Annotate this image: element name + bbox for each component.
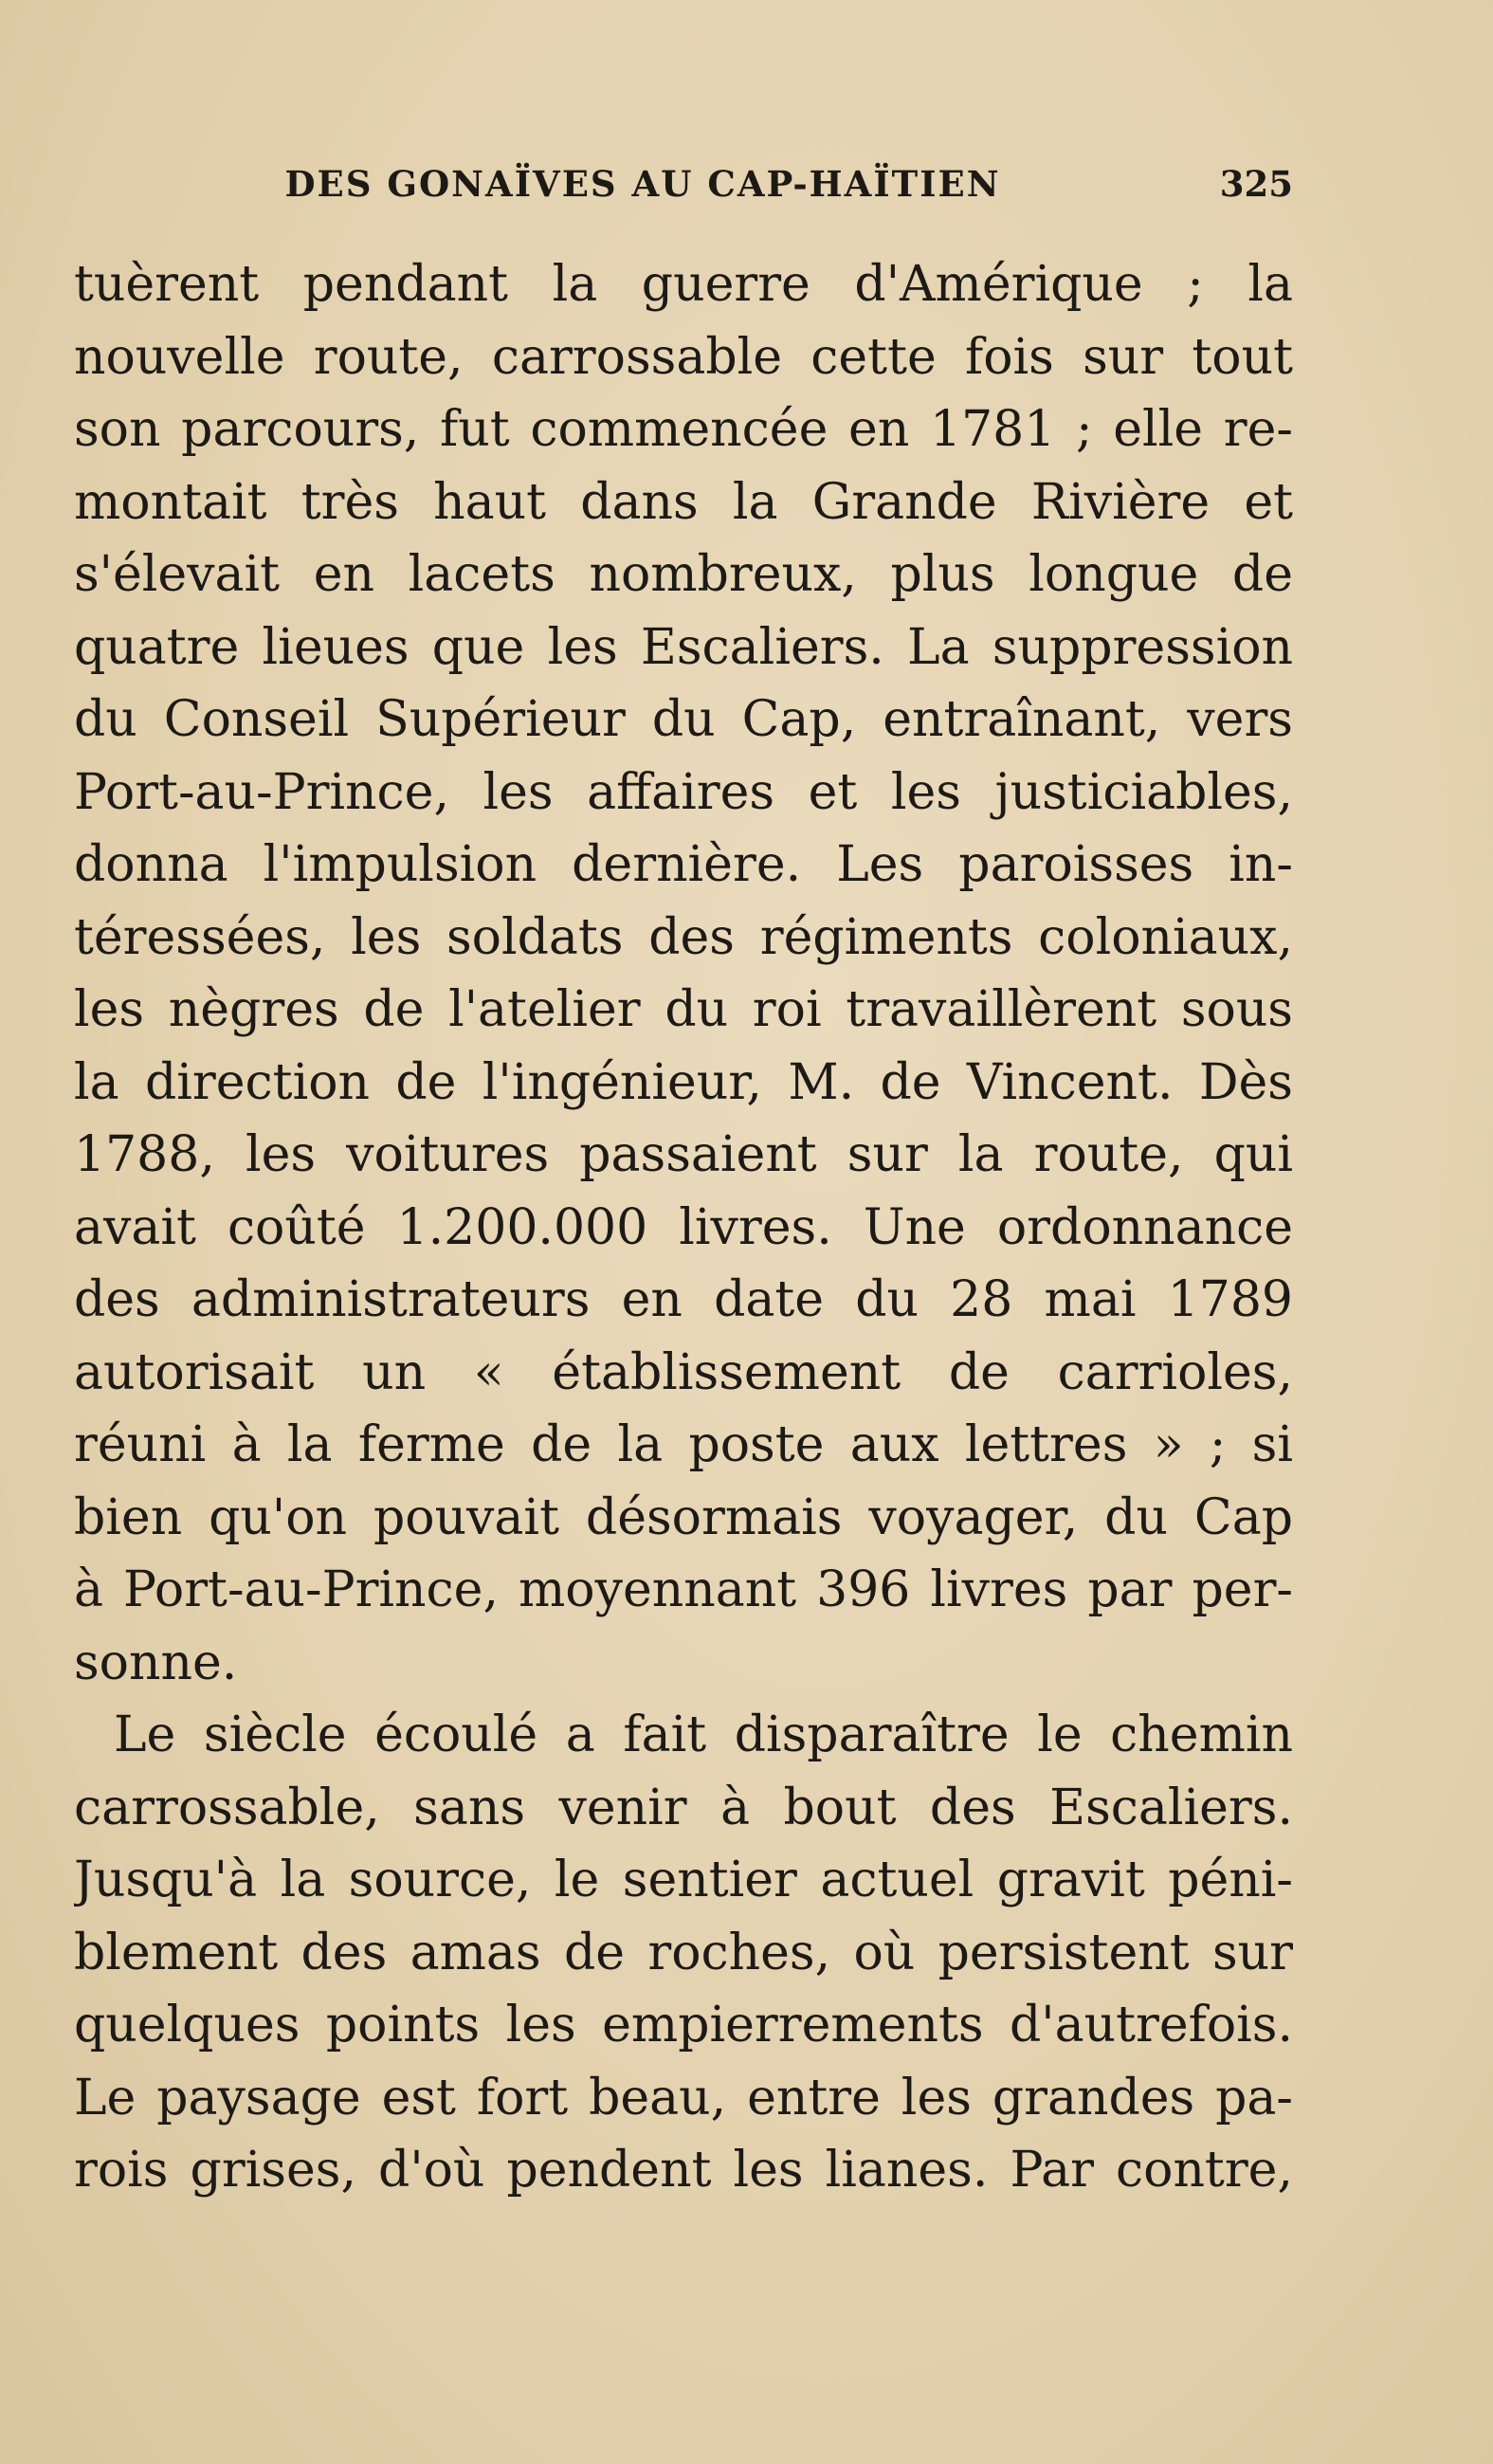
text-line: carrossable, sans venir à bout des Escaliers. xyxy=(74,1779,1293,1836)
text-line: montait très haut dans la Grande Rivière et xyxy=(74,473,1293,531)
text-line: réuni à la ferme de la poste aux lettres » ; si xyxy=(74,1416,1293,1473)
text-line: des administrateurs en date du 28 mai 1789 xyxy=(74,1271,1293,1328)
text-line: quatre lieues que les Escaliers. La suppression xyxy=(74,618,1293,676)
text-line: autorisait un « établissement de carrioles, xyxy=(74,1343,1293,1401)
text-line: les nègres de l'atelier du roi travaillèrent sous xyxy=(74,981,1293,1038)
page-number: 325 xyxy=(1219,163,1293,205)
text-line: son parcours, fut commencée en 1781 ; elle re- xyxy=(74,401,1293,458)
text-line: du Conseil Supérieur du Cap, entraînant, vers xyxy=(74,691,1293,748)
text-line: rois grises, d'où pendent les lianes. Par contre, xyxy=(74,2142,1293,2199)
text-line: nouvelle route, carrossable cette fois sur tout xyxy=(74,328,1293,386)
body-text xyxy=(74,248,1293,2207)
text-line: sonne. xyxy=(74,1634,238,1691)
text-line: blement des amas de roches, où persistent sur xyxy=(74,1924,1293,1981)
text-line: donna l'impulsion dernière. Les paroisses in- xyxy=(74,836,1293,893)
running-title: DES GONAÏVES AU CAP-HAÏTIEN xyxy=(284,163,1001,205)
text-line: téressées, les soldats des régiments coloniaux, xyxy=(74,908,1293,966)
text-line: la direction de l'ingénieur, M. de Vincent. Dès xyxy=(74,1053,1293,1111)
text-line: avait coûté 1.200.000 livres. Une ordonnance xyxy=(74,1198,1293,1256)
text-line: Le siècle écoulé a fait disparaître le chemin xyxy=(114,1707,1293,1763)
text-line: 1788, les voitures passaient sur la route, qui xyxy=(74,1126,1293,1183)
text-line: à Port-au-Prince, moyennant 396 livres par per- xyxy=(74,1561,1293,1618)
text-line: Port-au-Prince, les affaires et les justiciables, xyxy=(74,763,1293,821)
text-line: Le paysage est fort beau, entre les grandes pa- xyxy=(74,2069,1293,2126)
running-head xyxy=(74,163,1293,210)
text-line: bien qu'on pouvait désormais voyager, du Cap xyxy=(74,1488,1293,1546)
text-line: tuèrent pendant la guerre d'Amérique ; la xyxy=(74,256,1293,313)
text-line: Jusqu'à la source, le sentier actuel gravit péni- xyxy=(74,1852,1293,1908)
text-line: quelques points les empierrements d'autrefois. xyxy=(74,1997,1293,2053)
text-line: s'élevait en lacets nombreux, plus longue de xyxy=(74,546,1293,603)
